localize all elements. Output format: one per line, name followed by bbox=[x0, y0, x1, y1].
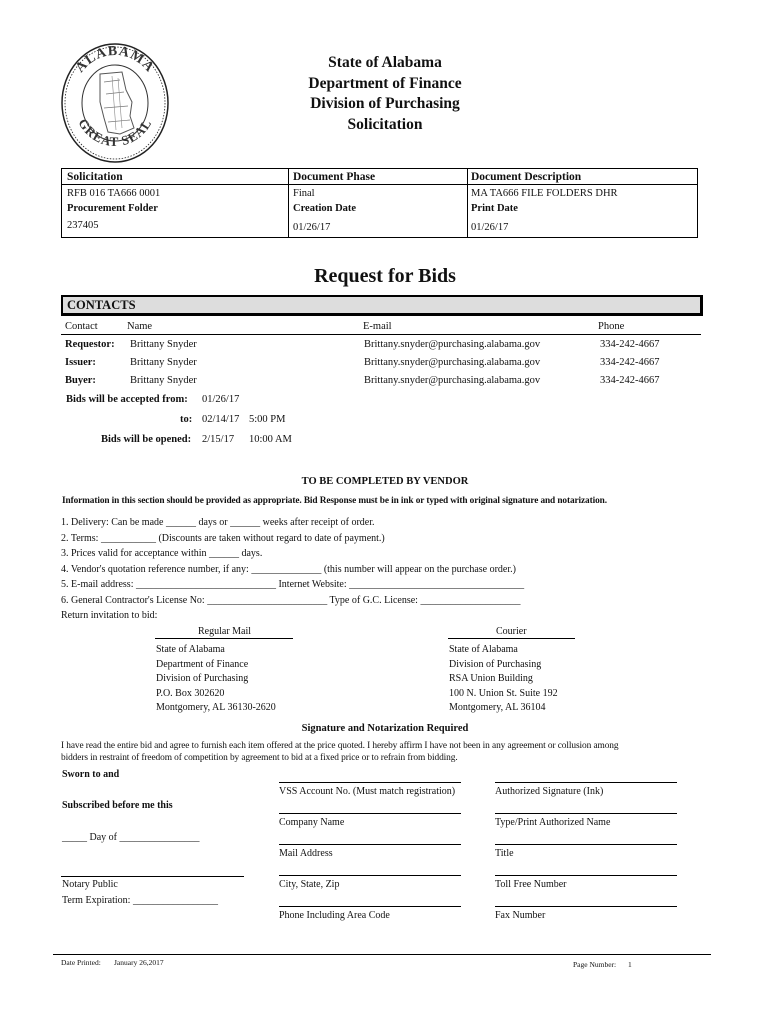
creation-date-label: Creation Date bbox=[293, 203, 357, 214]
courier-line: 100 N. Union St. Suite 192 bbox=[449, 687, 558, 699]
contact-role-requestor: Requestor: bbox=[65, 339, 115, 350]
contact-phone-requestor: 334-242-4667 bbox=[600, 339, 660, 350]
state-seal bbox=[60, 42, 170, 164]
courier-line: Montgomery, AL 36104 bbox=[449, 702, 546, 713]
date-printed-label: Date Printed: bbox=[61, 958, 101, 967]
signature-heading: Signature and Notarization Required bbox=[301, 723, 469, 734]
courier-address bbox=[449, 643, 558, 716]
term-expiration-field[interactable]: Term Expiration: _________________ bbox=[62, 895, 218, 906]
header-line-department: Department of Finance bbox=[308, 74, 462, 92]
bids-accepted-from: 01/26/17 bbox=[202, 394, 240, 405]
contact-name-requestor: Brittany Snyder bbox=[130, 339, 197, 350]
regular-mail-heading: Regular Mail bbox=[198, 626, 252, 637]
company-name-field[interactable]: Company Name bbox=[279, 817, 345, 828]
header-line-division: Division of Purchasing bbox=[310, 95, 460, 112]
subscribed-label: Subscribed before me this bbox=[62, 800, 173, 811]
vendor-item-email-website[interactable]: 5. E-mail address: ____________________________ Internet Website: ___________________________________ bbox=[61, 579, 525, 590]
bids-to-time: 5:00 PM bbox=[249, 414, 286, 425]
print-date-label: Print Date bbox=[471, 203, 518, 214]
creation-date-value: 01/26/17 bbox=[293, 222, 331, 233]
contacts-heading: CONTACTS bbox=[67, 298, 136, 312]
bids-to-label: to: bbox=[180, 414, 193, 425]
vendor-item-delivery[interactable]: 1. Delivery: Can be made ______ days or ______ weeks after receipt of order. bbox=[61, 517, 375, 528]
notary-public-label: Notary Public bbox=[62, 879, 118, 890]
city-state-zip-field[interactable]: City, State, Zip bbox=[279, 879, 340, 890]
signature-statement bbox=[61, 740, 618, 764]
document-description-label: Document Description bbox=[471, 171, 582, 183]
print-date-value: 01/26/17 bbox=[471, 222, 509, 233]
solicitation-info-table bbox=[61, 168, 698, 238]
svg-text:GREAT SEAL: GREAT SEAL bbox=[75, 115, 155, 150]
vendor-item-terms[interactable]: 2. Terms: ___________ (Discounts are taken without regard to date of payment.) bbox=[61, 532, 385, 544]
column-contact: Contact bbox=[65, 321, 98, 332]
sworn-label: Sworn to and bbox=[62, 769, 120, 780]
regular-mail-line: Department of Finance bbox=[156, 658, 249, 670]
signature-statement-line-2: bidders in restraint of freedom of competition by agreement to bid at a fixed price or to refrain from bidding. bbox=[61, 753, 458, 763]
courier-line: RSA Union Building bbox=[449, 673, 533, 684]
contacts-section-header bbox=[61, 295, 703, 316]
authorized-signature-field[interactable]: Authorized Signature (Ink) bbox=[495, 786, 604, 797]
contact-phone-issuer: 334-242-4667 bbox=[600, 357, 660, 368]
page-number-value: 1 bbox=[628, 960, 632, 969]
regular-mail-line: Division of Purchasing bbox=[156, 673, 249, 684]
contact-email-requestor[interactable]: Brittany.snyder@purchasing.alabama.gov bbox=[364, 339, 541, 350]
solicitation-value: RFB 016 TA666 0001 bbox=[67, 188, 161, 199]
bids-to-date: 02/14/17 bbox=[202, 414, 240, 425]
regular-mail-line: P.O. Box 302620 bbox=[156, 687, 225, 699]
regular-mail-line: Montgomery, AL 36130-2620 bbox=[156, 702, 276, 713]
bids-opened-label: Bids will be opened: bbox=[101, 434, 192, 445]
day-of-field[interactable]: _____ Day of ________________ bbox=[62, 832, 200, 843]
authorized-name-field[interactable]: Type/Print Authorized Name bbox=[495, 817, 611, 828]
svg-text:ALABAMA: ALABAMA bbox=[72, 43, 158, 76]
courier-line: State of Alabama bbox=[449, 644, 518, 655]
column-name: Name bbox=[127, 321, 153, 332]
contact-role-buyer: Buyer: bbox=[65, 375, 96, 386]
procurement-folder-value: 237405 bbox=[67, 220, 99, 231]
contact-name-buyer: Brittany Snyder bbox=[130, 375, 197, 386]
title-field[interactable]: Title bbox=[495, 848, 514, 859]
header-line-state: State of Alabama bbox=[328, 54, 442, 71]
regular-mail-address bbox=[156, 643, 276, 716]
header-title-block bbox=[250, 53, 520, 135]
column-email: E-mail bbox=[363, 321, 392, 332]
mail-address-field[interactable]: Mail Address bbox=[279, 848, 333, 859]
contact-name-issuer: Brittany Snyder bbox=[130, 357, 197, 368]
document-description-value: MA TA666 FILE FOLDERS DHR bbox=[471, 188, 618, 199]
document-phase-label: Document Phase bbox=[293, 171, 376, 183]
vendor-item-quotation[interactable]: 4. Vendor's quotation reference number, if any: ______________ (this number will appear on the purchase order.) bbox=[61, 563, 516, 575]
contact-phone-buyer: 334-242-4667 bbox=[600, 375, 660, 386]
header-line-solicitation: Solicitation bbox=[347, 115, 423, 133]
bids-accepted-label: Bids will be accepted from: bbox=[66, 394, 188, 405]
procurement-folder-label: Procurement Folder bbox=[67, 203, 158, 214]
bids-opened-date: 2/15/17 bbox=[202, 434, 235, 445]
page-number-label: Page Number: bbox=[573, 960, 617, 969]
date-printed-value: January 26,2017 bbox=[114, 958, 164, 967]
bids-opened-time: 10:00 AM bbox=[249, 434, 292, 445]
vendor-heading: TO BE COMPLETED BY VENDOR bbox=[301, 476, 469, 487]
phone-field[interactable]: Phone Including Area Code bbox=[279, 910, 390, 921]
contact-email-issuer[interactable]: Brittany.snyder@purchasing.alabama.gov bbox=[364, 357, 541, 368]
courier-line: Division of Purchasing bbox=[449, 658, 542, 670]
signature-statement-line-1: I have read the entire bid and agree to furnish each item offered at the price quoted. I hereby affirm I have not been in any agreement or collusion among bbox=[61, 741, 619, 751]
column-phone: Phone bbox=[598, 321, 625, 332]
vendor-item-license[interactable]: 6. General Contractor's License No: ________________________ Type of G.C. License: ____________________ bbox=[61, 594, 521, 606]
return-invitation-label: Return invitation to bid: bbox=[61, 610, 158, 621]
regular-mail-line: State of Alabama bbox=[156, 644, 225, 655]
contact-email-buyer[interactable]: Brittany.snyder@purchasing.alabama.gov bbox=[364, 375, 541, 386]
vss-account-field[interactable]: VSS Account No. (Must match registration) bbox=[279, 786, 456, 797]
vendor-items-list bbox=[61, 515, 524, 624]
document-title: Request for Bids bbox=[314, 265, 456, 287]
vendor-item-prices[interactable]: 3. Prices valid for acceptance within ______ days. bbox=[61, 548, 263, 559]
toll-free-number-field[interactable]: Toll Free Number bbox=[495, 879, 567, 890]
solicitation-label: Solicitation bbox=[67, 171, 123, 183]
document-phase-value: Final bbox=[293, 188, 315, 199]
contact-role-issuer: Issuer: bbox=[65, 357, 96, 368]
courier-heading: Courier bbox=[496, 626, 527, 637]
fax-number-field[interactable]: Fax Number bbox=[495, 910, 546, 921]
vendor-intro: Information in this section should be provided as appropriate. Bid Response must be in ink or typed with original signature and notarization. bbox=[62, 496, 607, 506]
